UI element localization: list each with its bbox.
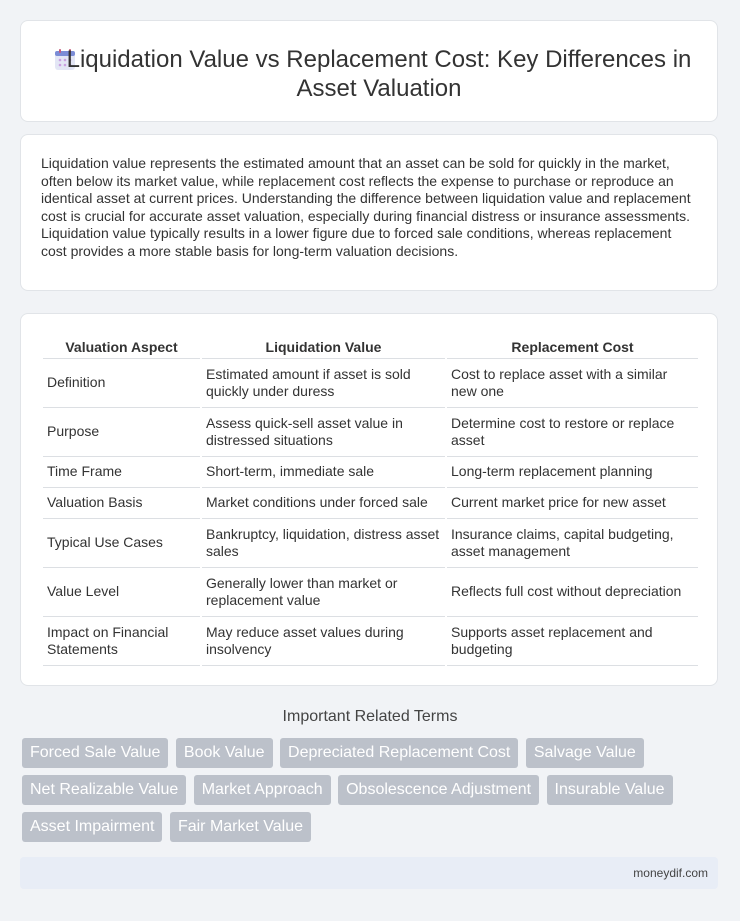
related-term-tag[interactable]: Depreciated Replacement Cost: [280, 738, 518, 768]
page-title: Liquidation Value vs Replacement Cost: Key Differences in Asset Valuation: [66, 46, 692, 102]
table-cell: Market conditions under forced sale: [202, 488, 445, 519]
header-card: [20, 20, 718, 122]
related-term-tag[interactable]: Insurable Value: [547, 775, 673, 805]
table-row: [43, 457, 698, 488]
table-cell: Cost to replace asset with a similar new one: [447, 359, 698, 408]
table-cell: Impact on Financial Statements: [43, 617, 200, 666]
footer-site[interactable]: moneydif.com: [633, 866, 708, 880]
comparison-table-card: [20, 313, 718, 686]
table-row: [43, 519, 698, 568]
table-cell: May reduce asset values during insolvency: [202, 617, 445, 666]
table-cell: Definition: [43, 359, 200, 408]
table-cell: Assess quick-sell asset value in distressed situations: [202, 408, 445, 457]
intro-card: [20, 134, 718, 291]
column-header: Replacement Cost: [447, 336, 698, 359]
table-cell: Typical Use Cases: [43, 519, 200, 568]
table-cell: Current market price for new asset: [447, 488, 698, 519]
intro-paragraph: Liquidation value represents the estimated amount that an asset can be sold for quickly in the market, often below its market value, while replacement cost reflects the expense to purchase or reproduce an identical asset at current prices. Understanding the difference between liquidation value and replacement cost is crucial for accurate asset valuation, especially during financial distress or insurance assessments. Liquidation value typically results in a lower figure due to forced sale conditions, whereas replacement cost provides a more stable basis for long-term valuation decisions.: [41, 155, 691, 259]
table-cell: Supports asset replacement and budgeting: [447, 617, 698, 666]
related-terms-title: Important Related Terms: [282, 708, 458, 725]
table-cell: Value Level: [43, 568, 200, 617]
table-cell: Bankruptcy, liquidation, distress asset sales: [202, 519, 445, 568]
related-term-tag[interactable]: Asset Impairment: [22, 812, 162, 842]
related-term-tag[interactable]: Obsolescence Adjustment: [338, 775, 539, 805]
column-header: Valuation Aspect: [43, 336, 200, 359]
table-cell: Valuation Basis: [43, 488, 200, 519]
table-cell: Estimated amount if asset is sold quickly under duress: [202, 359, 445, 408]
footer: [20, 857, 718, 889]
related-term-tag[interactable]: Salvage Value: [526, 738, 644, 768]
table-cell: Generally lower than market or replacement value: [202, 568, 445, 617]
table-row: [43, 617, 698, 666]
related-term-tag[interactable]: Forced Sale Value: [22, 738, 168, 768]
comparison-table: [41, 336, 700, 666]
table-cell: Purpose: [43, 408, 200, 457]
table-cell: Determine cost to restore or replace asset: [447, 408, 698, 457]
table-cell: Reflects full cost without depreciation: [447, 568, 698, 617]
related-terms-list: [22, 738, 702, 849]
table-cell: Long-term replacement planning: [447, 457, 698, 488]
table-row: [43, 568, 698, 617]
related-term-tag[interactable]: Net Realizable Value: [22, 775, 186, 805]
column-header: Liquidation Value: [202, 336, 445, 359]
table-cell: Insurance claims, capital budgeting, asset management: [447, 519, 698, 568]
related-term-tag[interactable]: Book Value: [176, 738, 273, 768]
related-term-tag[interactable]: Market Approach: [194, 775, 331, 805]
related-term-tag[interactable]: Fair Market Value: [170, 812, 311, 842]
table-row: [43, 408, 698, 457]
table-cell: Short-term, immediate sale: [202, 457, 445, 488]
table-row: [43, 359, 698, 408]
table-row: [43, 488, 698, 519]
table-cell: Time Frame: [43, 457, 200, 488]
